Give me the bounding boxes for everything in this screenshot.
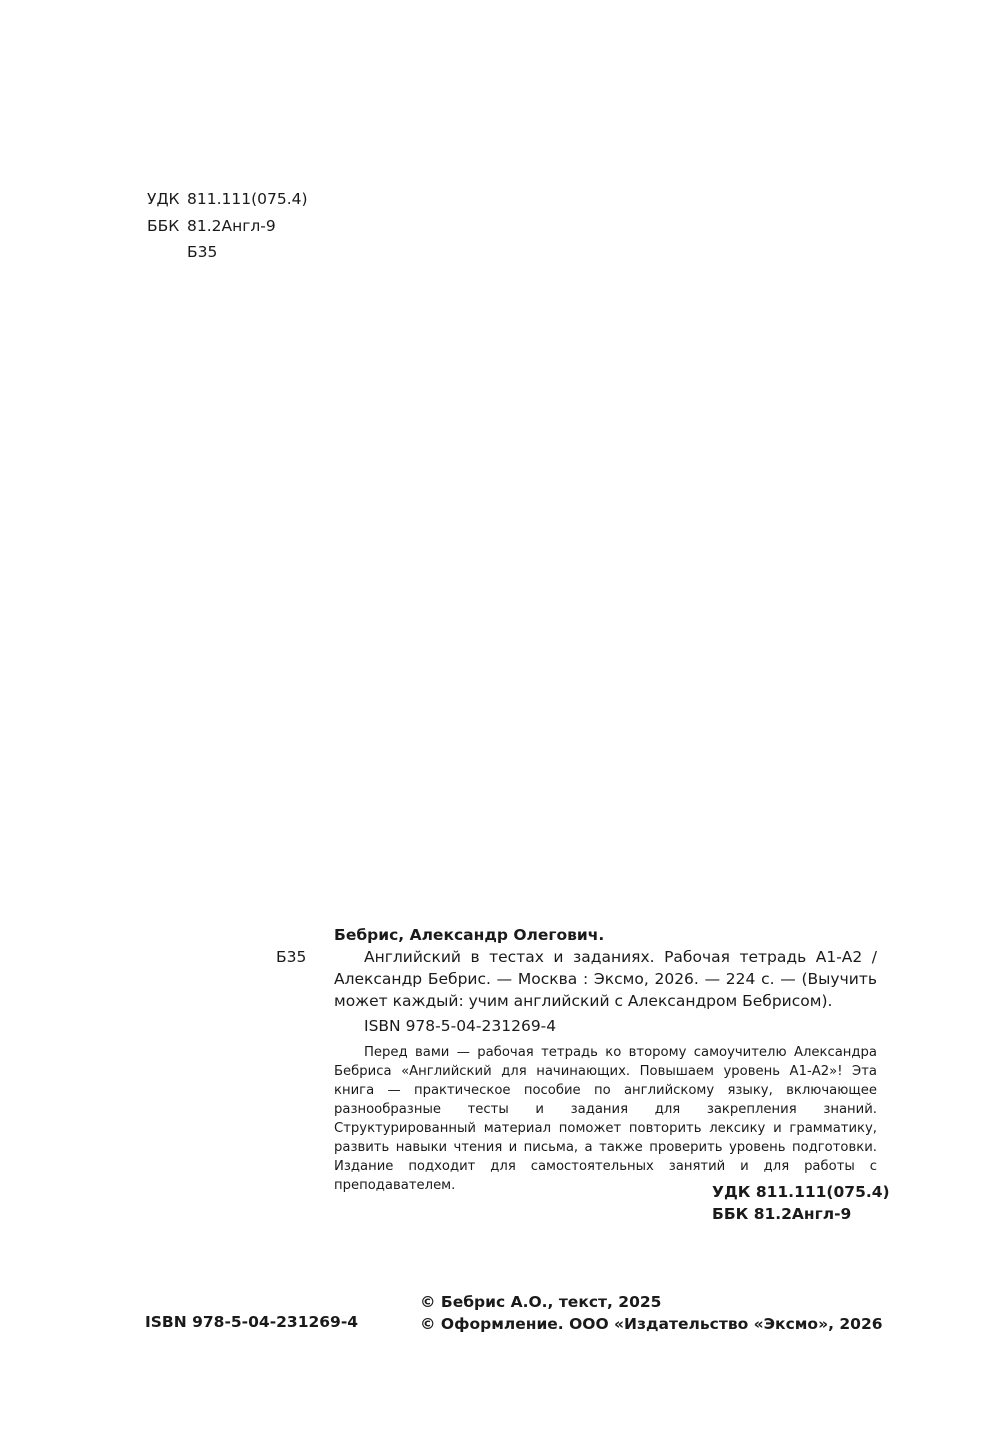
classification-block-top xyxy=(147,186,308,266)
udk-label: УДК xyxy=(147,190,180,208)
record-isbn: ISBN 978-5-04-231269-4 xyxy=(364,1017,557,1035)
bbk-row xyxy=(147,213,308,240)
bbk-label: ББК xyxy=(147,216,180,235)
copyright-text: © Бебрис А.О., текст, 2025 xyxy=(420,1293,662,1311)
author-name: Бебрис, Александр Олегович. xyxy=(334,926,605,944)
udk-row xyxy=(147,186,308,213)
classification-block-bottom xyxy=(712,1181,890,1225)
udk-bottom: УДК 811.111(075.4) xyxy=(712,1183,890,1201)
record-cutter-code: Б35 xyxy=(276,948,307,966)
cutter-code: Б35 xyxy=(187,243,218,261)
copyright-design: © Оформление. ООО «Издательство «Эксмо», 2026 xyxy=(420,1315,883,1333)
bbk-value: 81.2Англ-9 xyxy=(187,216,276,235)
bbk-bottom: ББК 81.2Англ-9 xyxy=(712,1205,852,1223)
bibliographic-description: Английский в тестах и заданиях. Рабочая тетрадь А1-А2 / Александр Бебрис. — Москва : Эксмо, 2026. — 224 с. — (Выучить может каждый: учим английский с Александром Бебрисом). xyxy=(334,948,877,1010)
footer-isbn: ISBN 978-5-04-231269-4 xyxy=(145,1313,359,1331)
udk-value: 811.111(075.4) xyxy=(187,190,308,208)
cutter-row xyxy=(147,239,308,266)
annotation-text: Перед вами — рабочая тетрадь ко второму самоучителю Александра Бебриса «Английский для начинающих. Повышаем уровень А1-А2»! Эта книга — практическое пособие по английскому языку, включающее разнообразные тесты и задания для закрепления знаний. Структурированный материал поможет повторить лексику и грамматику, развить навыки чтения и письма, а также проверить уровень подготовки. Издание подходит для самостоятельных занятий и для работы с преподавателем. xyxy=(334,1045,877,1193)
copyright-block xyxy=(420,1291,883,1335)
